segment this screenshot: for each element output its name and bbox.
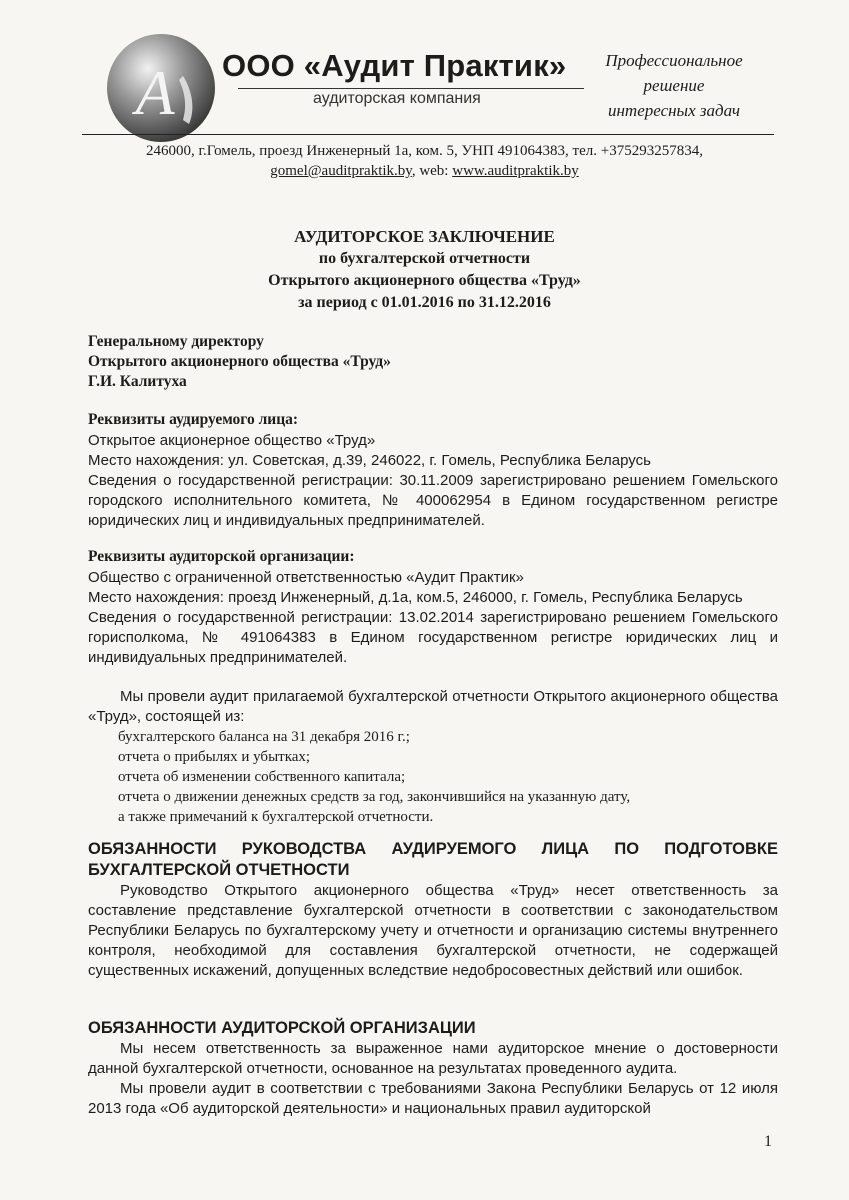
title-line: за период с 01.01.2016 по 31.12.2016 <box>298 294 551 311</box>
title-line: Открытого акционерного общества «Труд» <box>268 272 581 289</box>
audited-entity-registration: Сведения о государственной регистрации: 30.11.2009 зарегистрировано решением Гомельского городского исполнительного комитета, № 400062954 в Едином государственном регистре юридических лиц и индивидуальных предпринимателей. <box>88 472 778 529</box>
audited-entity-name: Открытое акционерное общество «Труд» <box>88 432 376 449</box>
statements-list <box>118 727 630 827</box>
document-title <box>0 226 849 314</box>
list-item: отчета об изменении собственного капитала; <box>118 769 406 785</box>
title-line: по бухгалтерской отчетности <box>318 250 531 267</box>
list-item: отчета о движении денежных средств за год, закончившийся на указанную дату, <box>118 789 631 805</box>
section-text-auditor-2: Мы провели аудит в соответствии с требованиями Закона Республики Беларусь от 12 июля 2013 года «Об аудиторской деятельности» и национальных правил аудиторской <box>88 1080 778 1117</box>
list-item: отчета о прибылях и убытках; <box>118 749 311 765</box>
header-divider <box>82 134 774 135</box>
audited-entity-location: Место нахождения: ул. Советская, д.39, 246022, г. Гомель, Республика Беларусь <box>88 452 651 469</box>
company-logo <box>105 32 217 144</box>
company-name-underline <box>238 88 584 89</box>
list-item: а также примечаний к бухгалтерской отчетности. <box>118 809 434 825</box>
addressee-line: Открытого акционерного общества «Труд» <box>88 353 391 370</box>
page-number: 1 <box>764 1133 772 1150</box>
audit-org-registration: Сведения о государственной регистрации: 13.02.2014 зарегистрировано решением Гомельского горисполкома, № 491064383 в Едином государственном регистре юридических лиц и индивидуальных предпринимателей. <box>88 609 778 666</box>
section-text-management: Руководство Открытого акционерного общества «Труд» несет ответственность за составление представление бухгалтерской отчетности в соответствии с законодательством Республики Беларусь по бухгалтерскому учету и отчетности и организацию системы внутреннего контроля, необходимой для составления бухгалтерской отчетности, не содержащей существенных искажений, допущенных вследствие недобросовестных действий или ошибок. <box>88 882 778 979</box>
section-heading-auditor: ОБЯЗАННОСТИ АУДИТОРСКОЙ ОРГАНИЗАЦИИ <box>88 1019 476 1037</box>
slogan-line: Профессиональное <box>605 51 743 70</box>
addressee <box>88 332 391 392</box>
address-line: 246000, г.Гомель, проезд Инженерный 1а, ком. 5, УНП 491064383, тел. +375293257834, <box>146 143 703 159</box>
audit-org-location: Место нахождения: проезд Инженерный, д.1а, ком.5, 246000, г. Гомель, Республика Беларусь <box>88 589 743 606</box>
slogan-line: интересных задач <box>608 101 740 120</box>
email-link[interactable]: gomel@auditpraktik.by <box>270 163 412 179</box>
list-item: бухгалтерского баланса на 31 декабря 2016 г.; <box>118 729 410 745</box>
slogan-line: решение <box>643 76 705 95</box>
company-name: ООО «Аудит Практик» <box>222 48 567 83</box>
section-heading-management: ОБЯЗАННОСТИ РУКОВОДСТВА АУДИРУЕМОГО ЛИЦА ПО ПОДГОТОВКЕ БУХГАЛТЕРСКОЙ ОТЧЕТНОСТИ <box>88 840 778 879</box>
contact-line <box>0 163 849 180</box>
intro-paragraph: Мы провели аудит прилагаемой бухгалтерской отчетности Открытого акционерного общества «Труд», состоящей из: <box>88 688 778 725</box>
logo-letter: А <box>135 57 175 128</box>
website-link[interactable]: www.auditpraktik.by <box>452 163 579 179</box>
addressee-line: Генеральному директору <box>88 333 264 350</box>
title-line: АУДИТОРСКОЕ ЗАКЛЮЧЕНИЕ <box>294 227 555 246</box>
audit-org-heading: Реквизиты аудиторской организации: <box>88 548 355 565</box>
audit-org-name: Общество с ограниченной ответственностью «Аудит Практик» <box>88 569 524 586</box>
company-subtitle: аудиторская компания <box>313 90 481 107</box>
web-label: , web: <box>411 163 453 179</box>
section-text-auditor-1: Мы несем ответственность за выраженное нами аудиторское мнение о достоверности данной бухгалтерской отчетности, основанное на результатах проведенного аудита. <box>88 1040 778 1077</box>
addressee-line: Г.И. Калитуха <box>88 373 187 390</box>
audited-entity-heading: Реквизиты аудируемого лица: <box>88 411 299 428</box>
slogan <box>594 48 754 123</box>
